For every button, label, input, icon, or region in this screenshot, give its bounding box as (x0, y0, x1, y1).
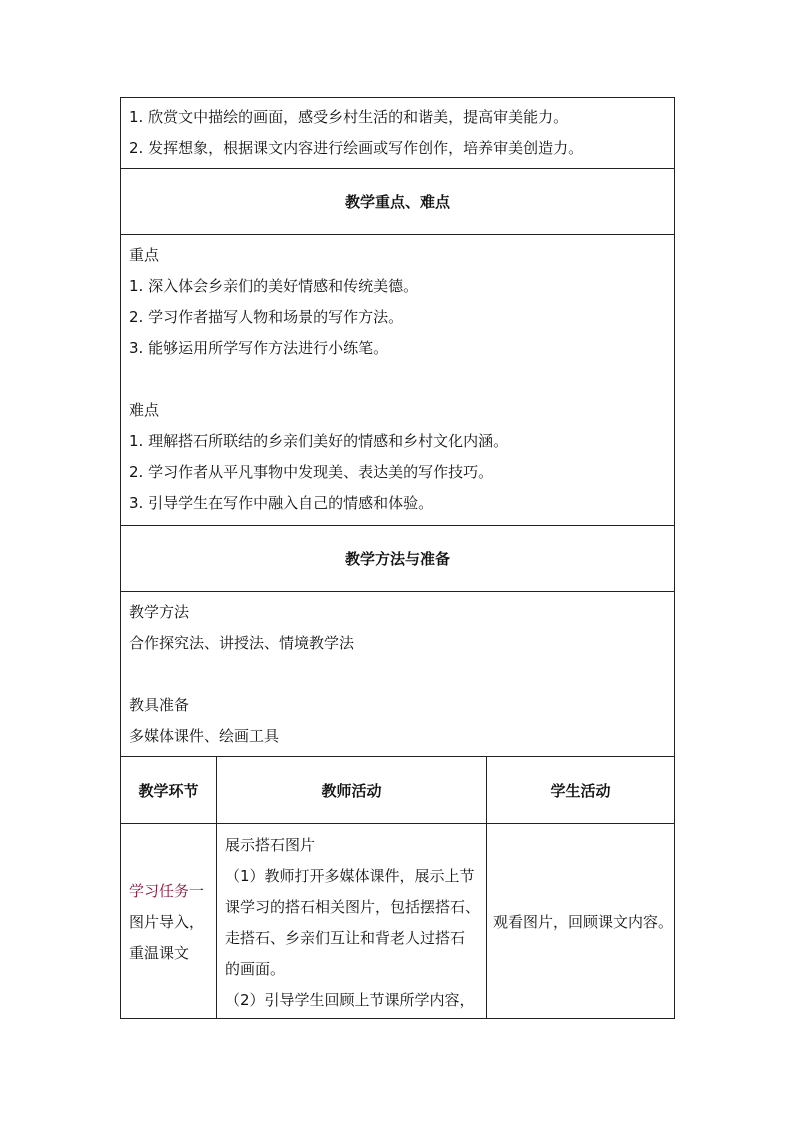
methods-heading: 教学方法与准备 (121, 526, 675, 592)
column-header-teacher: 教师活动 (217, 757, 487, 824)
focus-item: 1. 深入体会乡亲们的美好情感和传统美德。 (129, 277, 419, 295)
lesson-plan-table (120, 97, 675, 1019)
focus-item: 2. 学习作者描写人物和场景的写作方法。 (129, 308, 404, 326)
goal-item: 1. 欣赏文中描绘的画面，感受乡村生活的和谐美，提高审美能力。 (129, 108, 569, 126)
teacher-line: （2）引导学生回顾上节课所学内容， (225, 991, 475, 1009)
method-label: 教学方法 (129, 603, 190, 621)
teacher-line: 的画面。 (225, 960, 286, 978)
methods-heading-row (121, 526, 675, 592)
task-cell (121, 824, 217, 1019)
teacher-line: 走搭石、乡亲们互让和背老人过搭石 (225, 929, 466, 947)
process-row (121, 824, 675, 1019)
key-points-cell (121, 235, 675, 526)
methods-row (121, 592, 675, 757)
methods-cell (121, 592, 675, 757)
focus-label: 重点 (129, 246, 160, 264)
teacher-line: 展示搭石图片 (225, 836, 316, 854)
column-header-student: 学生活动 (487, 757, 675, 824)
teacher-activity-cell (217, 824, 487, 1019)
teacher-line: （1）教师打开多媒体课件，展示上节 (225, 867, 475, 885)
difficulty-item: 1. 理解搭石所联结的乡亲们美好的情感和乡村文化内涵。 (129, 432, 509, 450)
key-points-heading-row (121, 169, 675, 235)
goal-item: 2. 发挥想象，根据课文内容进行绘画或写作创作，培养审美创造力。 (129, 139, 584, 157)
task-link[interactable]: 学习任务一 (129, 882, 205, 900)
spacer (129, 659, 666, 690)
focus-item: 3. 能够运用所学写作方法进行小练笔。 (129, 339, 389, 357)
goals-row (121, 98, 675, 169)
task-title-line: 图片导入， (129, 913, 205, 931)
column-header-stage: 教学环节 (121, 757, 217, 824)
tools-value: 多媒体课件、绘画工具 (129, 727, 280, 745)
task-title-line: 重温课文 (129, 944, 190, 962)
difficulty-item: 2. 学习作者从平凡事物中发现美、表达美的写作技巧。 (129, 463, 494, 481)
process-header-row (121, 757, 675, 824)
spacer (129, 364, 666, 395)
method-value: 合作探究法、讲授法、情境教学法 (129, 634, 355, 652)
key-points-heading: 教学重点、难点 (121, 169, 675, 235)
difficulty-item: 3. 引导学生在写作中融入自己的情感和体验。 (129, 494, 434, 512)
student-activity-cell: 观看图片，回顾课文内容。 (487, 824, 675, 1019)
key-points-row (121, 235, 675, 526)
goals-cell (121, 98, 675, 169)
teacher-line: 课学习的搭石相关图片，包括摆搭石、 (225, 898, 481, 916)
lesson-plan-page (120, 97, 674, 1019)
tools-label: 教具准备 (129, 696, 190, 714)
difficulty-label: 难点 (129, 401, 160, 419)
